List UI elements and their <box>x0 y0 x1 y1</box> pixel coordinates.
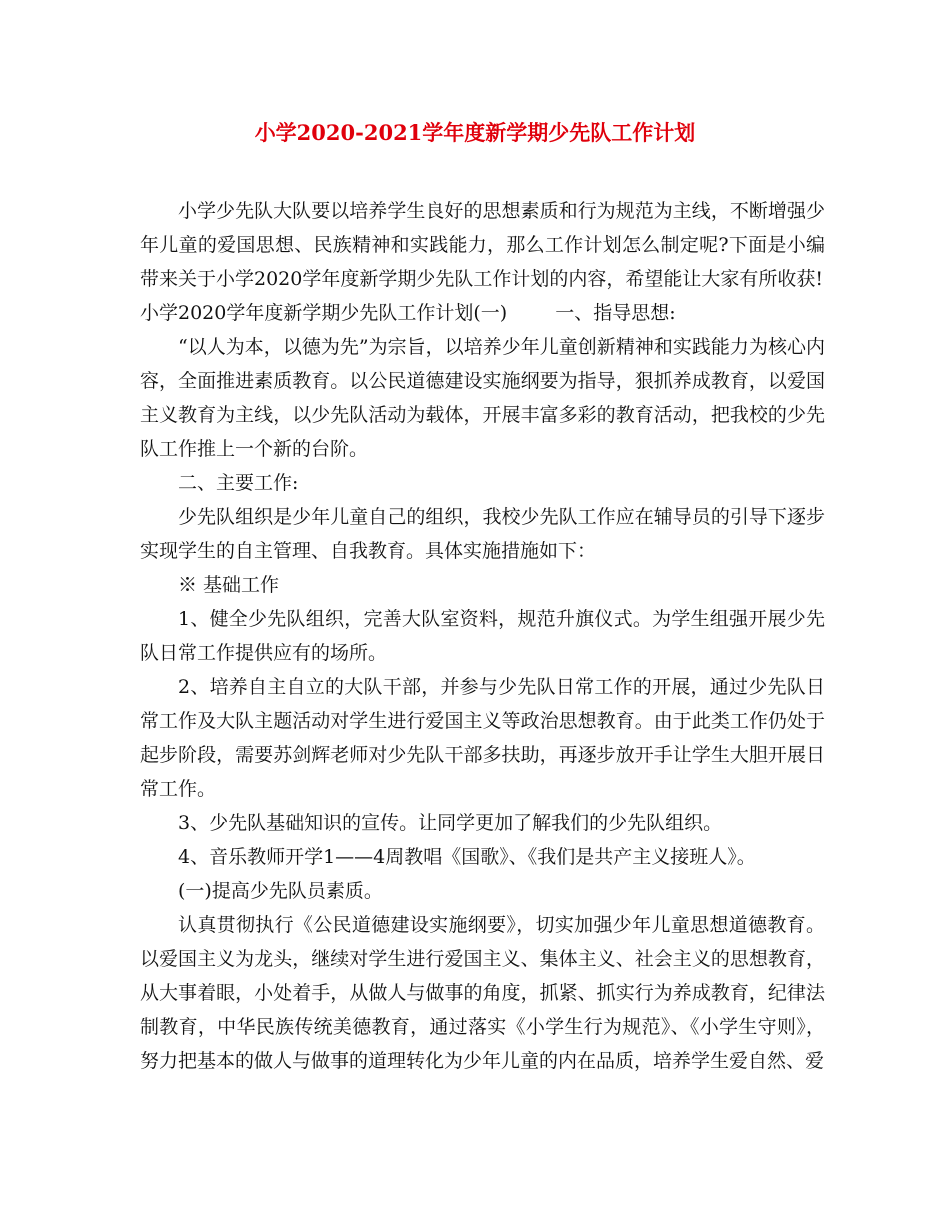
quality-paragraph: 认真贯彻执行《公民道德建设实施纲要》，切实加强少年儿童思想道德教育。以爱国主义为龙头，继续对学生进行爱国主义、集体主义、社会主义的思想教育，从大事着眼，小处着手，从做人与做事的角度，抓紧、抓实行为养成教育，纪律法制教育，中华民族传统美德教育，通过落实《小学生行为规范》、《小学生守则》，努力把基本的做人与做事的道理转化为少年儿童的内在品质，培养学生爱自然、爱 <box>140 914 825 1072</box>
plan-heading-line <box>140 296 825 330</box>
list-item-1: 1、健全少先队组织，完善大队室资料，规范升旗仪式。为学生组强开展少先队日常工作提供应有的场所。 <box>140 608 825 664</box>
intro-paragraph: 小学少先队大队要以培养学生良好的思想素质和行为规范为主线，不断增强少年儿童的爱国思想、民族精神和实践能力，那么工作计划怎么制定呢?下面是小编带来关于小学2020学年度新学期少先队工作计划的内容，希望能让大家有所收获! <box>140 200 825 290</box>
plan-title: 小学2020学年度新学期少先队工作计划(一) <box>140 302 508 324</box>
list-item-2: 2、培养自主自立的大队干部，并参与少先队日常工作的开展，通过少先队日常工作及大队主题活动对学生进行爱国主义等政治思想教育。由于此类工作仍处于起步阶段，需要苏剑辉老师对少先队干部多扶助，再逐步放开手让学生大胆开展日常工作。 <box>140 676 825 800</box>
list-item-4: 4、音乐教师开学1——4周教唱《国歌》、《我们是共产主义接班人》。 <box>178 846 756 868</box>
main-work-paragraph: 少先队组织是少年儿童自己的组织，我校少先队工作应在辅导员的引导下逐步实现学生的自主管理、自我教育。具体实施措施如下： <box>140 506 825 562</box>
document-body <box>140 194 825 1078</box>
basic-work-heading: ※ 基础工作 <box>178 574 280 596</box>
section-heading-guiding-thought: 一、指导思想: <box>555 302 676 324</box>
document-title: 小学2020-2021学年度新学期少先队工作计划 <box>254 120 696 145</box>
section-heading-main-work: 二、主要工作: <box>178 472 299 494</box>
subsection-heading-quality: (一)提高少先队员素质。 <box>178 880 383 902</box>
list-item-3: 3、少先队基础知识的宣传。让同学更加了解我们的少先队组织。 <box>178 812 723 834</box>
guiding-thought-paragraph: “以人为本，以德为先”为宗旨，以培养少年儿童创新精神和实践能力为核心内容，全面推进素质教育。以公民道德建设实施纲要为指导，狠抓养成教育，以爱国主义教育为主线，以少先队活动为载体，开展丰富多彩的教育活动，把我校的少先队工作推上一个新的台阶。 <box>140 336 825 460</box>
